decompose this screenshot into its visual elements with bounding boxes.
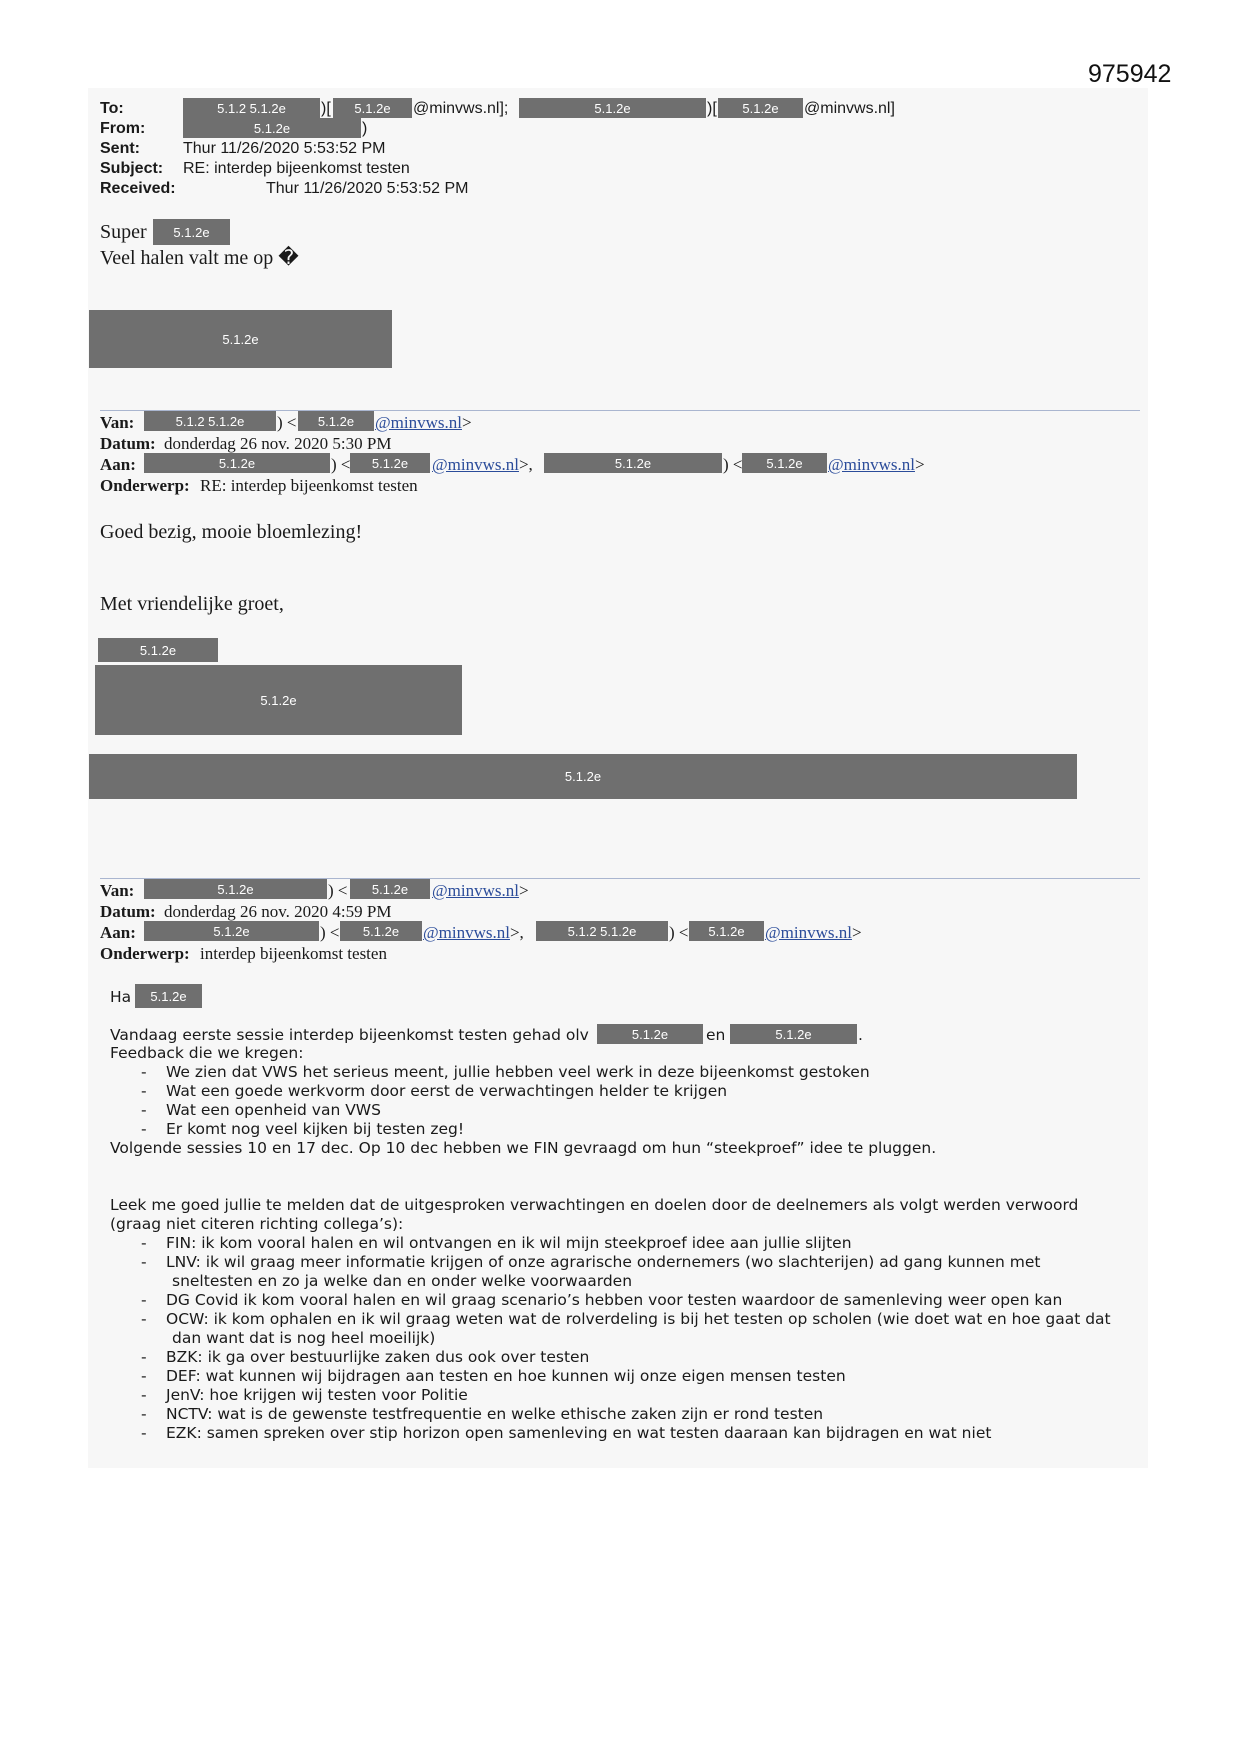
list-item-text: FIN: ik kom vooral halen en wil ontvangen en ik wil mijn steekproef idee aan jullie slijten	[166, 1234, 852, 1252]
aan-label: Aan:	[100, 923, 136, 942]
redaction: 5.1.2e	[298, 411, 374, 431]
from-label: From:	[100, 120, 146, 137]
bullet-dash: -	[141, 1367, 147, 1385]
bullet-dash: -	[141, 1405, 147, 1423]
redaction: 5.1.2e	[730, 1024, 857, 1044]
redaction: 5.1.2e	[544, 453, 722, 473]
list-item-text: BZK: ik ga over bestuurlijke zaken dus ook over testen	[166, 1348, 590, 1366]
onderwerp-value: RE: interdep bijeenkomst testen	[200, 476, 418, 495]
list-item-text: DG Covid ik kom vooral halen en wil graag scenario’s hebben voor testen waardoor de samenleving weer open kan	[166, 1291, 1063, 1309]
email-link[interactable]: @minvws.nl	[828, 455, 915, 474]
bullet-dash: -	[141, 1424, 147, 1442]
received-label: Received:	[100, 180, 176, 197]
redaction-block: 5.1.2e	[95, 665, 462, 735]
list-item-text: Wat een goede werkvorm door eerst de verwachtingen helder te krijgen	[166, 1082, 728, 1100]
list-item-text: DEF: wat kunnen wij bijdragen aan testen en hoe kunnen wij onze eigen mensen testen	[166, 1367, 846, 1385]
redaction: 5.1.2e	[144, 921, 319, 941]
email-link[interactable]: @minvws.nl	[423, 923, 510, 942]
bracket-text: ) <	[320, 923, 340, 942]
paragraph-1: Vandaag eerste sessie interdep bijeenkomst testen gehad olv	[110, 1026, 589, 1044]
redaction: 5.1.2e	[144, 453, 330, 473]
email-link[interactable]: @minvws.nl	[432, 455, 519, 474]
msg2-body: Goed bezig, mooie bloemlezing!	[100, 521, 363, 543]
onderwerp-value: interdep bijeenkomst testen	[200, 944, 387, 963]
redaction: 5.1.2e	[153, 219, 230, 245]
van-label: Van:	[100, 413, 135, 432]
bullet-dash: -	[141, 1348, 147, 1366]
bracket-text: )	[362, 120, 368, 137]
received-value: Thur 11/26/2020 5:53:52 PM	[266, 180, 469, 197]
paragraph-1-end: .	[858, 1026, 863, 1044]
bullet-dash: -	[141, 1101, 147, 1119]
bracket-text: )[	[321, 100, 331, 117]
msg1-line2: Veel halen valt me op �	[100, 247, 299, 269]
list-item-text: EZK: samen spreken over stip horizon open samenleving en wat testen daaraan kan bijdragen en wat niet	[166, 1424, 992, 1442]
redaction: 5.1.2 5.1.2e	[536, 921, 668, 941]
aan-email-1: @minvws.nl>,	[423, 923, 524, 942]
bullet-dash: -	[141, 1234, 147, 1252]
sent-label: Sent:	[100, 140, 140, 157]
bracket-text: ) <	[328, 881, 348, 900]
email-link[interactable]: @minvws.nl	[765, 923, 852, 942]
aan-email-2: @minvws.nl>	[765, 923, 862, 942]
list-item-text: Wat een openheid van VWS	[166, 1101, 381, 1119]
bullet-dash: -	[141, 1386, 147, 1404]
redaction: 5.1.2e	[98, 638, 218, 662]
redaction: 5.1.2e	[183, 118, 361, 138]
subject-value: RE: interdep bijeenkomst testen	[183, 160, 410, 177]
bracket-text: )[	[707, 100, 717, 117]
redaction: 5.1.2e	[350, 879, 430, 899]
datum-value: donderdag 26 nov. 2020 4:59 PM	[164, 902, 392, 921]
aan-email-2: @minvws.nl>	[828, 455, 925, 474]
bracket-text: ) <	[723, 455, 743, 474]
van-email: @minvws.nl>	[375, 413, 472, 432]
list-item-text: Er komt nog veel kijken bij testen zeg!	[166, 1120, 465, 1138]
email-link[interactable]: @minvws.nl	[432, 881, 519, 900]
bullet-dash: -	[141, 1120, 147, 1138]
bullet-dash: -	[141, 1082, 147, 1100]
bracket-text: ) <	[669, 923, 689, 942]
feedback-intro: Feedback die we kregen:	[110, 1044, 304, 1062]
datum-label: Datum:	[100, 434, 156, 453]
to-domain-2: @minvws.nl]	[804, 100, 895, 117]
redaction: 5.1.2e	[350, 453, 430, 473]
redaction: 5.1.2e	[135, 984, 202, 1008]
subject-label: Subject:	[100, 160, 164, 177]
redaction: 5.1.2e	[689, 921, 764, 941]
redaction: 5.1.2e	[742, 453, 827, 473]
list-item-text: OCW: ik kom ophalen en ik wil graag weten wat de rolverdeling is bij het testen op scholen (wie doet wat en hoe gaat dat	[166, 1310, 1111, 1328]
volgende-sessies: Volgende sessies 10 en 17 dec. Op 10 dec hebben we FIN gevraagd om hun “steekproef” idee te pluggen.	[110, 1139, 937, 1157]
bullet-dash: -	[141, 1291, 147, 1309]
redaction: 5.1.2e	[597, 1024, 703, 1044]
greeting: Ha	[110, 988, 132, 1006]
redaction: 5.1.2e	[519, 98, 706, 118]
leek-line-2: (graag niet citeren richting collega’s):	[110, 1215, 404, 1233]
email-link[interactable]: @minvws.nl	[375, 413, 462, 432]
datum-label: Datum:	[100, 902, 156, 921]
bracket-text: ) <	[331, 455, 351, 474]
onderwerp-label: Onderwerp:	[100, 476, 190, 495]
redaction-wide: 5.1.2e	[89, 754, 1077, 799]
list-item-text: NCTV: wat is de gewenste testfrequentie en welke ethische zaken zijn er rond testen	[166, 1405, 824, 1423]
to-domain-1: @minvws.nl];	[413, 100, 509, 117]
paragraph-1-en: en	[706, 1026, 726, 1044]
van-label: Van:	[100, 881, 135, 900]
bullet-dash: -	[141, 1310, 147, 1328]
leek-line-1: Leek me goed jullie te melden dat de uitgesproken verwachtingen en doelen door de deelnemers als volgt werden verwoord	[110, 1196, 1079, 1214]
list-item-text-cont: dan want dat is nog heel moeilijk)	[172, 1329, 436, 1347]
bullet-dash: -	[141, 1253, 147, 1271]
list-item-text-cont: sneltesten en zo ja welke dan en onder welke voorwaarden	[172, 1272, 633, 1290]
msg2-groet: Met vriendelijke groet,	[100, 593, 284, 615]
redaction: 5.1.2e	[718, 98, 803, 118]
redaction: 5.1.2 5.1.2e	[144, 411, 276, 431]
onderwerp-label: Onderwerp:	[100, 944, 190, 963]
list-item-text: LNV: ik wil graag meer informatie krijgen of onze agrarische ondernemers (wo slachterijen) ad gang kunnen met	[166, 1253, 1041, 1271]
redaction: 5.1.2 5.1.2e	[183, 98, 320, 118]
aan-label: Aan:	[100, 455, 136, 474]
datum-value: donderdag 26 nov. 2020 5:30 PM	[164, 434, 392, 453]
bullet-dash: -	[141, 1063, 147, 1081]
redaction-block: 5.1.2e	[89, 310, 392, 368]
redaction: 5.1.2e	[340, 921, 422, 941]
msg1-line1: Super	[100, 221, 147, 243]
sent-value: Thur 11/26/2020 5:53:52 PM	[183, 140, 386, 157]
aan-email-1: @minvws.nl>,	[432, 455, 533, 474]
van-email: @minvws.nl>	[432, 881, 529, 900]
redaction: 5.1.2e	[333, 98, 412, 118]
to-label: To:	[100, 100, 124, 117]
document-number: 975942	[1088, 60, 1172, 88]
bracket-text: ) <	[277, 413, 297, 432]
list-item-text: JenV: hoe krijgen wij testen voor Politie	[166, 1386, 468, 1404]
redaction: 5.1.2e	[144, 879, 327, 899]
list-item-text: We zien dat VWS het serieus meent, jullie hebben veel werk in deze bijeenkomst gestoken	[166, 1063, 870, 1081]
